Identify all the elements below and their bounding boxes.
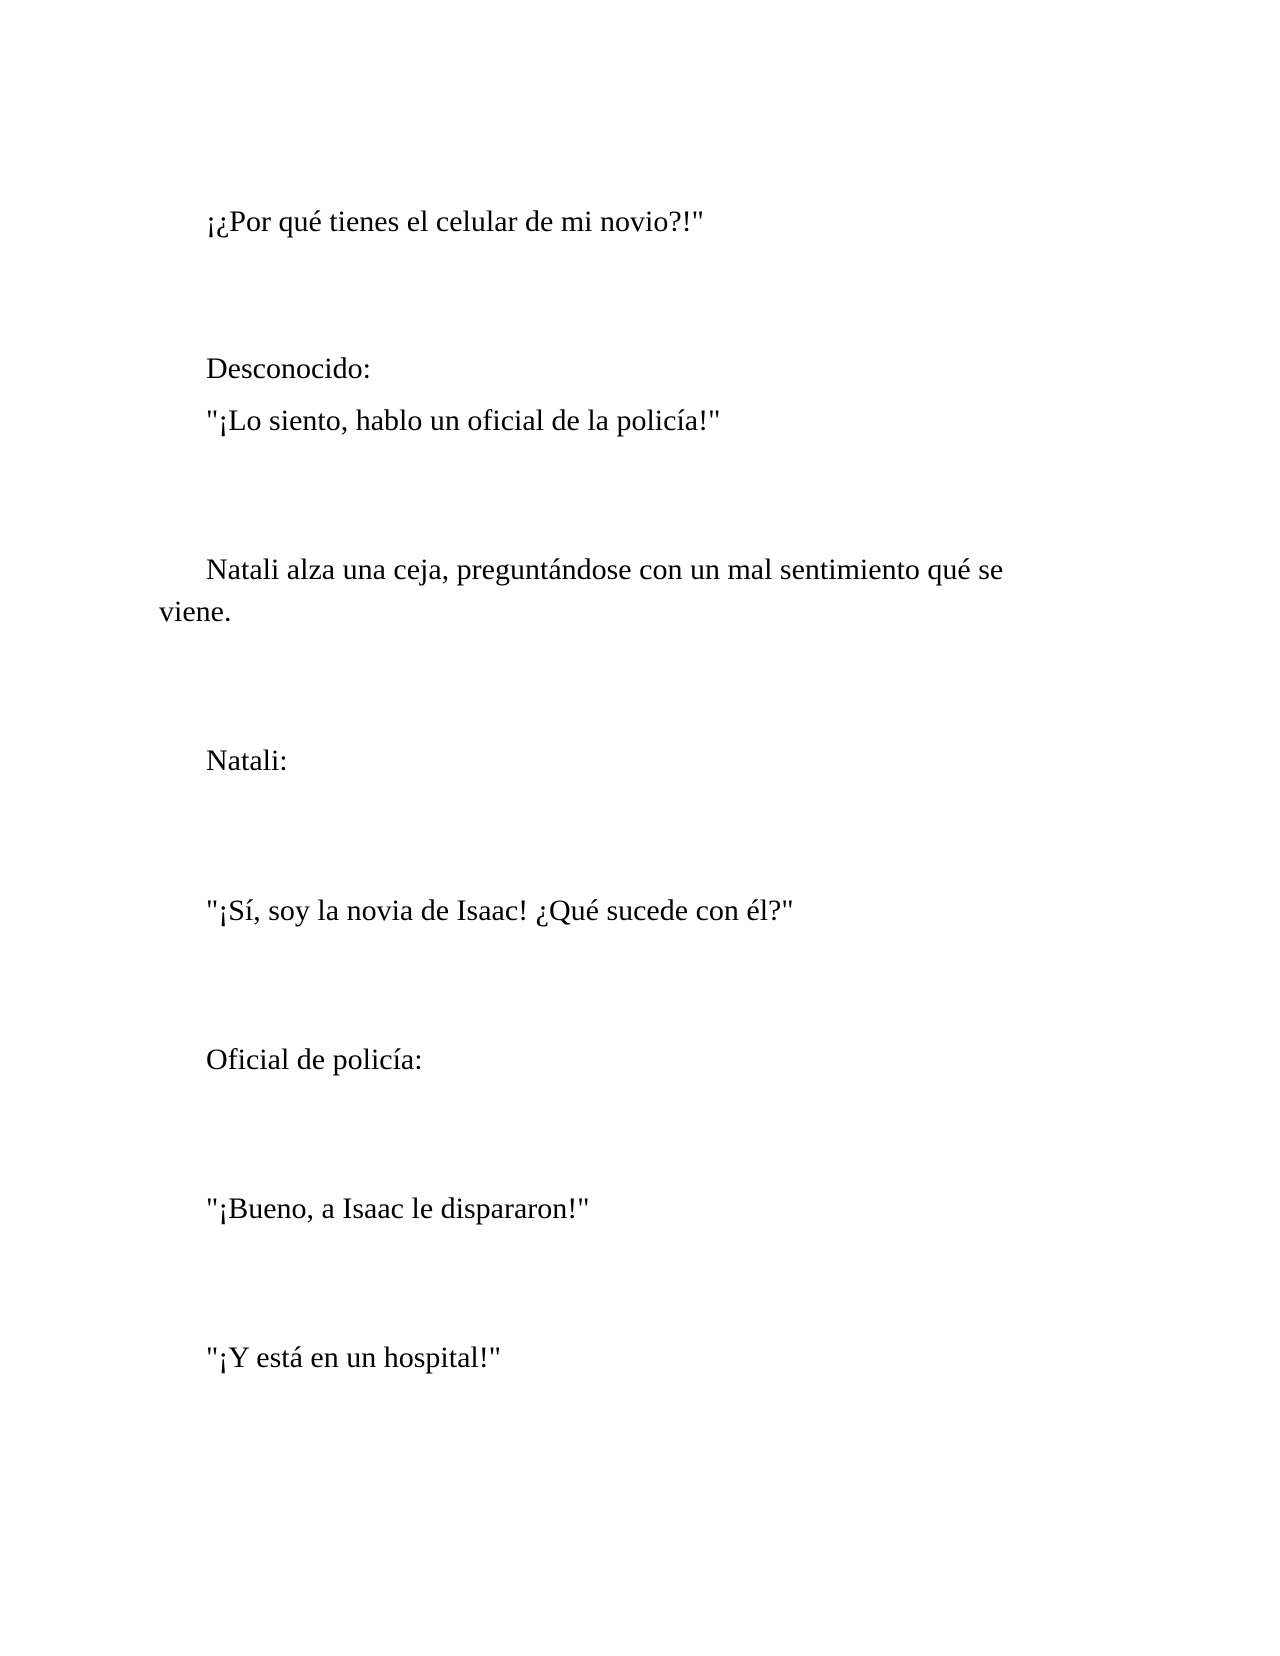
dialogue-line: "¡Lo siento, hablo un oficial de la policía!" [206,404,721,437]
dialogue-line: ¡¿Por qué tienes el celular de mi novio?!" [206,205,704,238]
narration-line: viene. [159,595,232,628]
dialogue-line: "¡Bueno, a Isaac le dispararon!" [206,1192,590,1225]
speaker-label: Desconocido: [206,352,371,385]
dialogue-line: "¡Y está en un hospital!" [206,1341,501,1374]
dialogue-line: "¡Sí, soy la novia de Isaac! ¿Qué sucede con él?" [206,894,794,927]
speaker-label: Natali: [206,744,288,777]
narration-line: Natali alza una ceja, preguntándose con un mal sentimiento qué se [206,553,1004,586]
speaker-label: Oficial de policía: [206,1043,423,1076]
